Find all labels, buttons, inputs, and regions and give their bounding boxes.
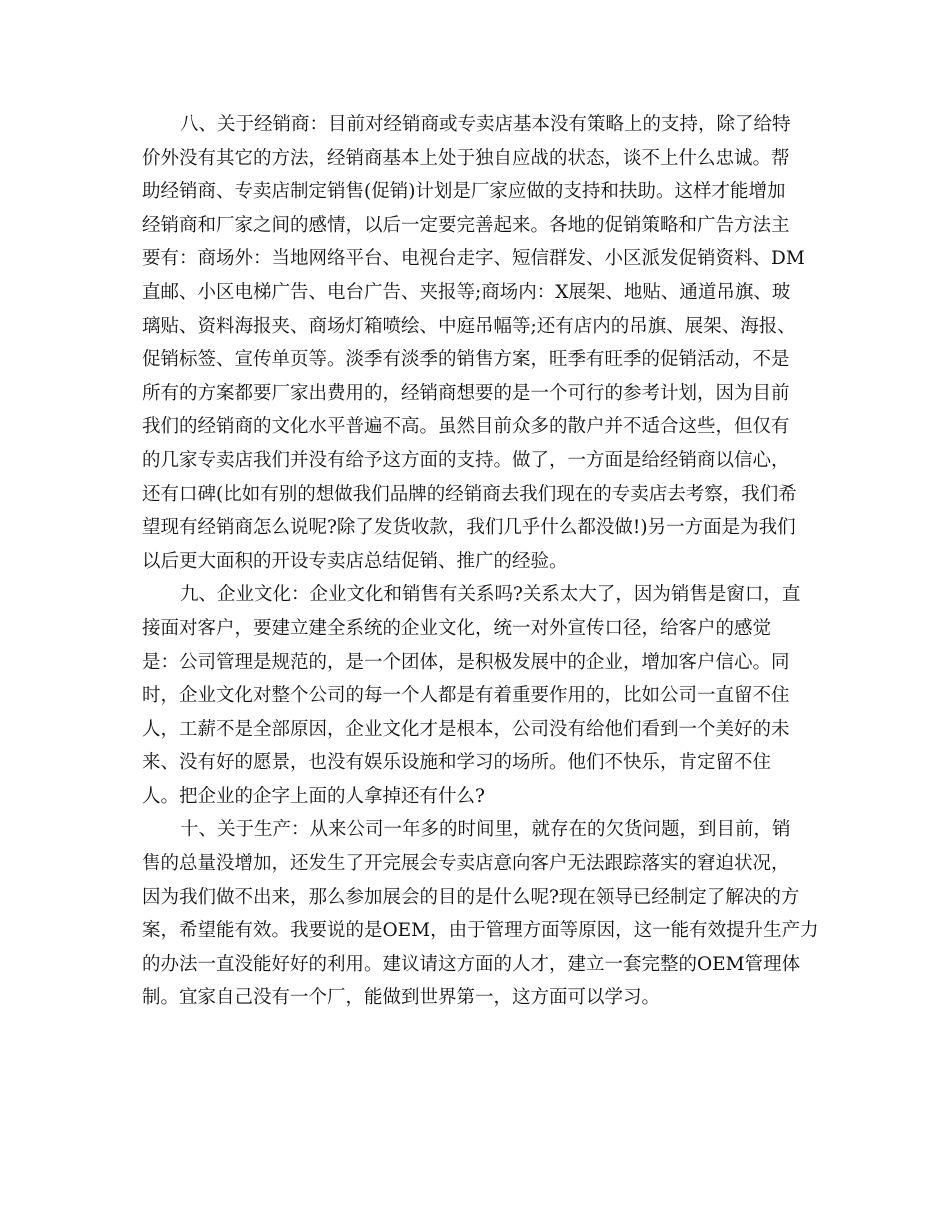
paragraph-distributors [142,108,812,578]
text-line: 来、没有好的愿景，也没有娱乐设施和学习的场所。他们不快乐，肯定留不住 [142,752,772,774]
text-line: 九、企业文化：企业文化和销售有关系吗?关系太大了，因为销售是窗口，直 [180,584,801,606]
text-line: 促销标签、宣传单页等。淡季有淡季的销售方案，旺季有旺季的促销活动，不是 [142,349,790,371]
text-line: 我们的经销商的文化水平普遍不高。虽然目前众多的散户并不适合这些，但仅有 [142,416,790,438]
text-line: 的几家专卖店我们并没有给予这方面的支持。做了，一方面是给经销商以信心， [142,449,790,471]
text-line: 人，工薪不是全部原因，企业文化才是根本，公司没有给他们看到一个美好的未 [142,718,790,740]
text-line: 所有的方案都要厂家出费用的，经销商想要的是一个可行的参考计划，因为目前 [142,382,790,404]
text-line: 接面对客户，要建立建全系统的企业文化，统一对外宣传口径，给客户的感觉 [142,617,772,639]
paragraph-corporate-culture [142,578,812,813]
text-line: 因为我们做不出来，那么参加展会的目的是什么呢?现在领导已经制定了解决的方 [142,886,800,908]
text-line: 售的总量没增加，还发生了开完展会专卖店意向客户无法跟踪落实的窘迫状况， [142,853,790,875]
paragraph-production [142,813,819,1015]
text-line: 案，希望能有效。我要说的是OEM，由于管理方面等原因，这一能有效提升生产力 [142,920,819,942]
text-line: 要有：商场外：当地网络平台、电视台走字、短信群发、小区派发促销资料、DM [142,248,805,270]
document-body [142,108,819,1015]
text-line: 制。宜家自己没有一个厂，能做到世界第一，这方面可以学习。 [142,987,661,1009]
text-line: 直邮、小区电梯广告、电台广告、夹报等;商场内：X展架、地贴、通道吊旗、玻 [142,281,791,303]
text-line: 还有口碑(比如有别的想做我们品牌的经销商去我们现在的专卖店去考察，我们希 [142,483,797,505]
text-line: 望现有经销商怎么说呢?除了发货收款，我们几乎什么都没做!)另一方面是为我们 [142,517,796,539]
text-line: 八、关于经销商：目前对经销商或专卖店基本没有策略上的支持，除了给特 [180,114,791,135]
text-line: 以后更大面积的开设专卖店总结促销、推广的经验。 [142,550,568,572]
text-line: 助经销商、专卖店制定销售(促销)计划是厂家应做的支持和扶助。这样才能增加 [142,181,786,203]
text-line: 十、关于生产：从来公司一年多的时间里，就存在的欠货问题，到目前，销 [180,819,791,841]
text-line: 经销商和厂家之间的感情，以后一定要完善起来。各地的促销策略和广告方法主 [142,214,790,236]
text-line: 人。把企业的企字上面的人拿掉还有什么? [142,785,485,807]
text-line: 的办法一直没能好好的利用。建议请这方面的人才，建立一套完整的OEM管理体 [142,953,801,975]
text-line: 璃贴、资料海报夹、商场灯箱喷绘、中庭吊幅等;还有店内的吊旗、展架、海报、 [142,315,796,337]
text-line: 是：公司管理是规范的，是一个团体，是积极发展中的企业，增加客户信心。同 [142,651,790,673]
text-line: 价外没有其它的方法，经销商基本上处于独自应战的状态，谈不上什么忠诚。帮 [142,147,790,169]
text-line: 时，企业文化对整个公司的每一个人都是有着重要作用的，比如公司一直留不住 [142,685,790,707]
